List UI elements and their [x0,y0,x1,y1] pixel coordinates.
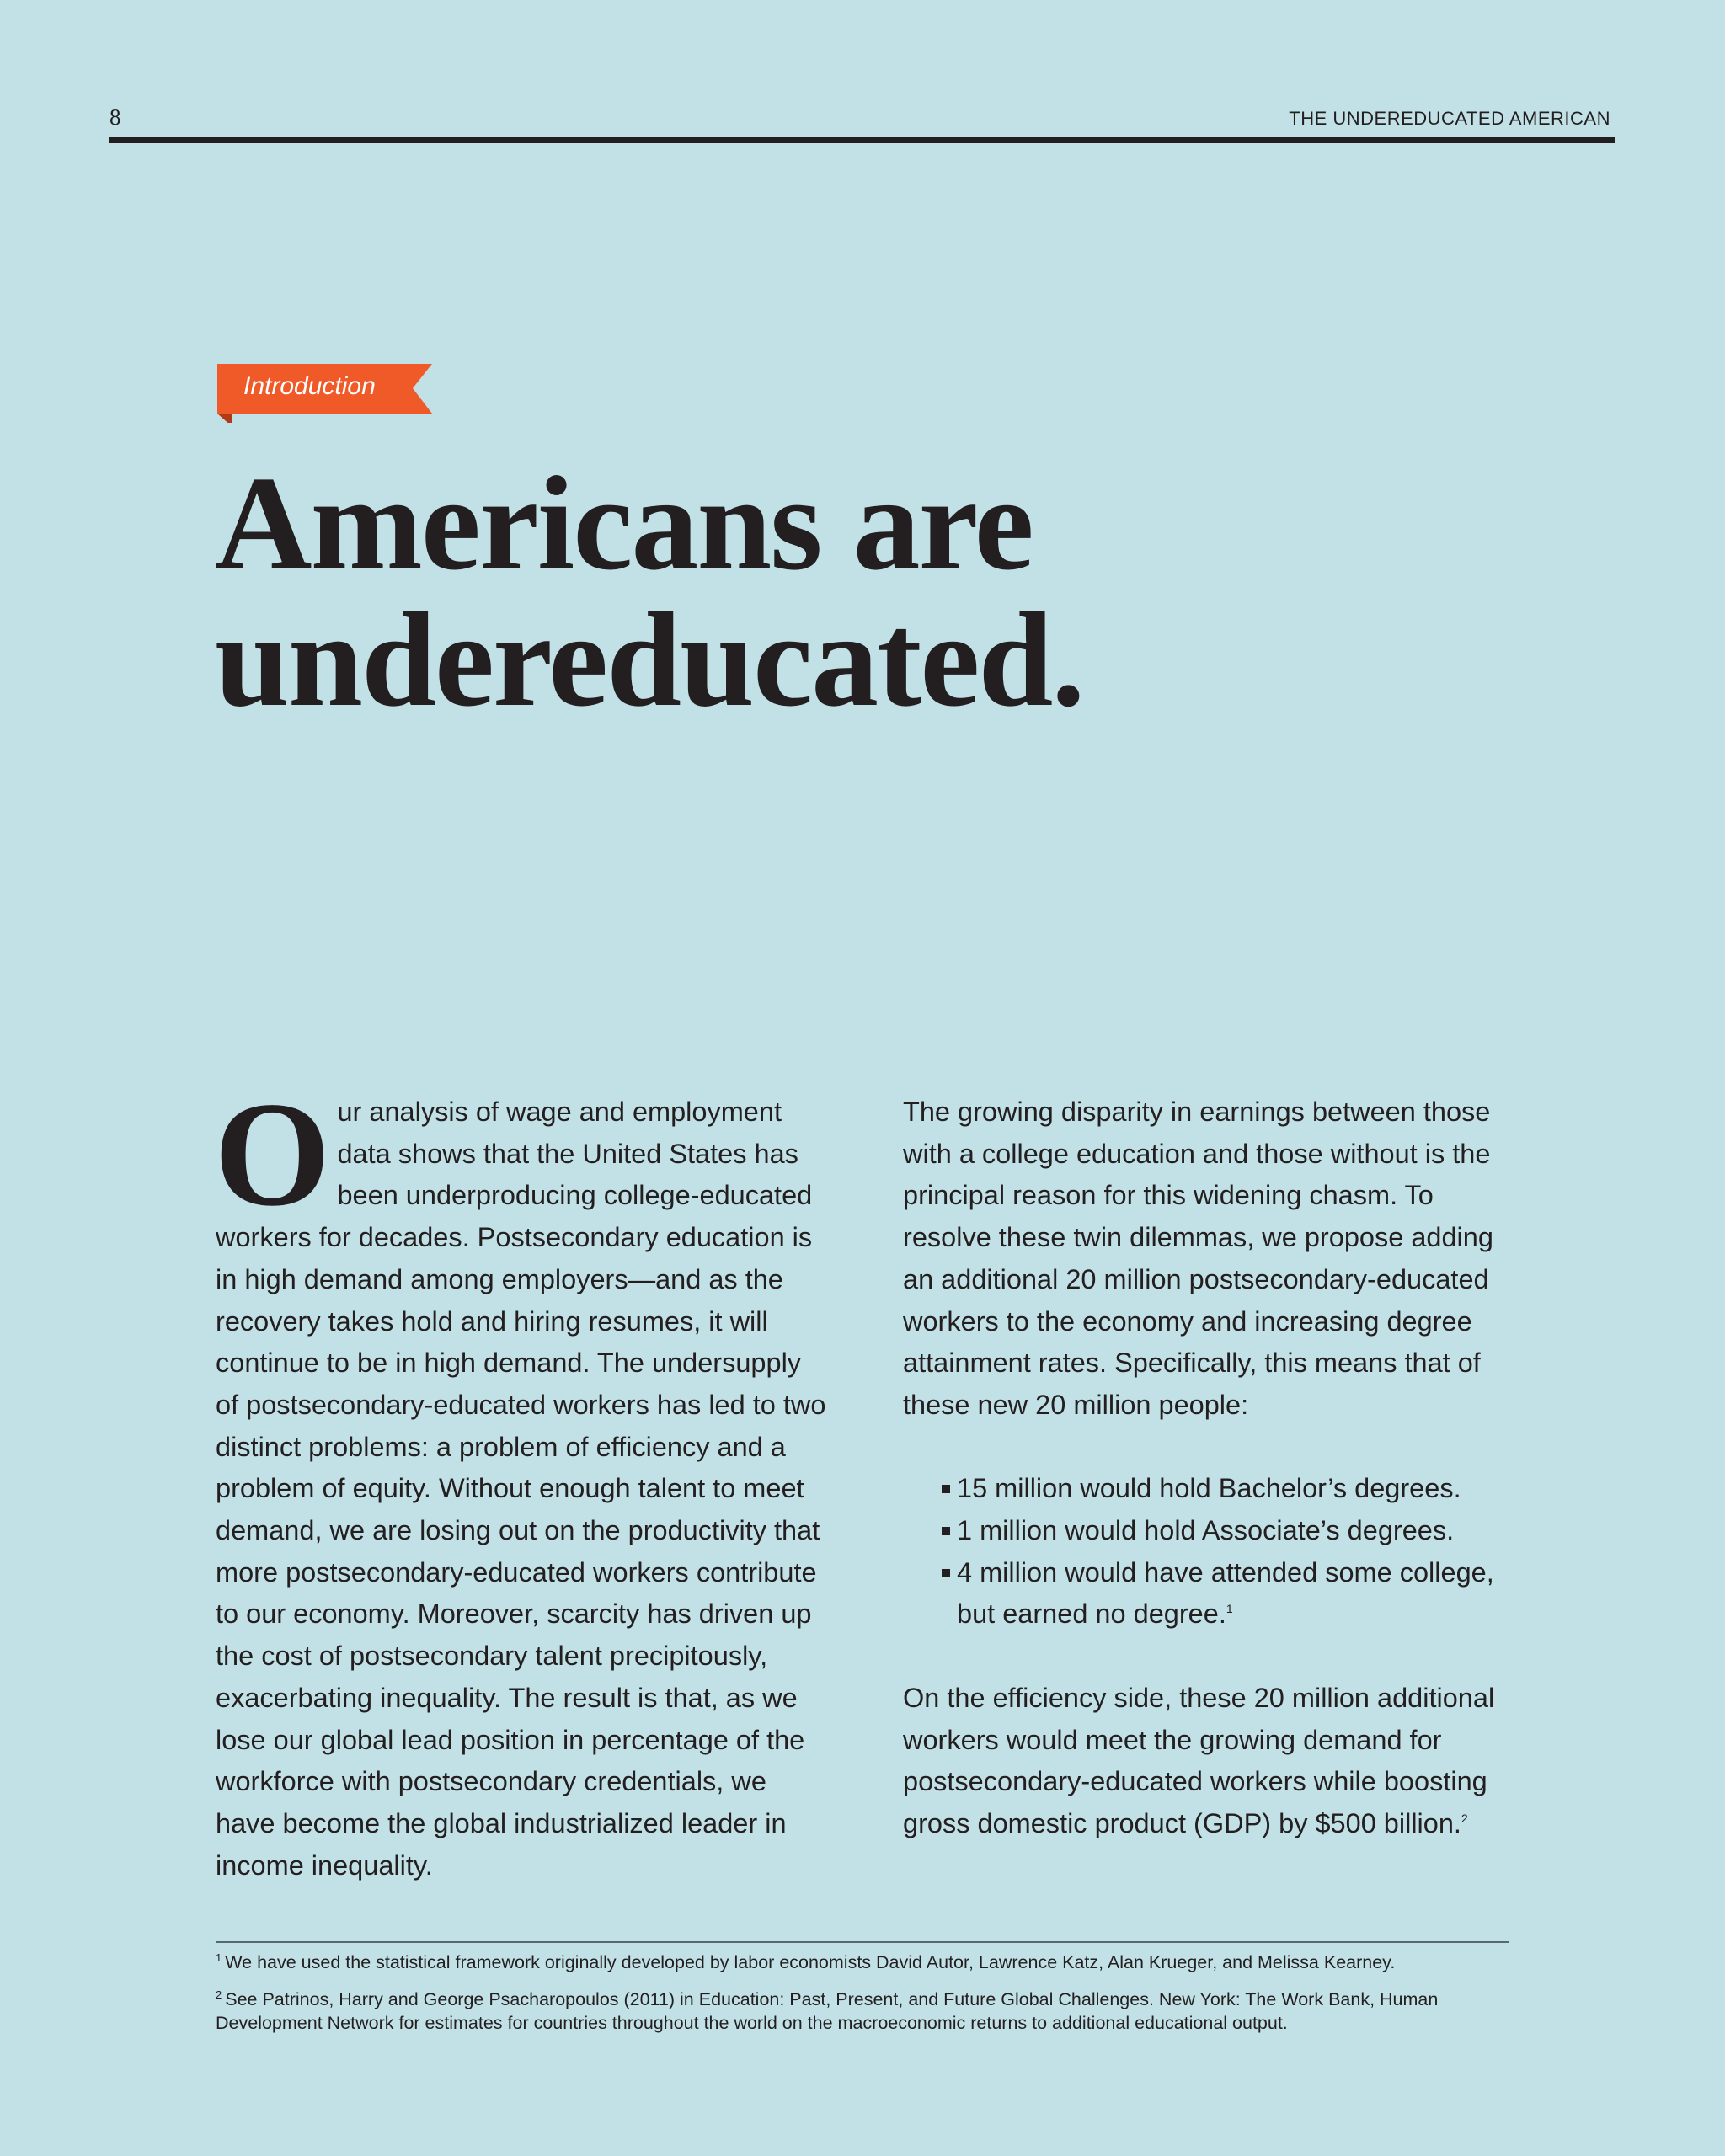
footnote-text: We have used the statistical framework originally developed by labor economists David Autor, Lawrence Katz, Alan Krueger, and Melissa Kearney. [225,1952,1396,1972]
page-number: 8 [109,104,121,130]
drop-cap: O [214,1070,331,1237]
list-item-text: 1 million would hold Associate’s degrees. [957,1515,1455,1546]
running-title: THE UNDEREDUCATED AMERICAN [1289,108,1610,129]
header-rule [109,137,1615,143]
bullet-icon [942,1527,950,1535]
footnote-ref-1[interactable]: 1 [1226,1602,1233,1616]
page-title-line1: Americans are [215,448,1033,598]
efficiency-paragraph [903,1678,1526,1845]
footnote-rule [216,1941,1509,1943]
page-title-line2: undereducated. [215,584,1084,734]
list-item [942,1510,1526,1552]
intro-paragraph [214,1070,830,1886]
proposal-paragraph: The growing disparity in earnings between those with a college education and those without is the principal reason for this widening chasm. To resolve these twin dilemmas, we propose adding an additional 20 million postsecondary-educated workers to the economy and increasing degree attainment rates. Specifically, this means that of these new 20 million people: [903,1097,1493,1420]
footnote-ref-2[interactable]: 2 [1461,1811,1468,1825]
bullet-icon [942,1485,950,1493]
section-tag [217,364,432,414]
list-item-text: 4 million would have attended some college, but earned no degree. [957,1556,1494,1630]
list-item [942,1468,1526,1510]
bullet-icon [942,1569,950,1577]
footnote-marker: 2 [216,1988,222,2001]
degree-breakdown-list [903,1468,1526,1636]
list-item-text: 15 million would hold Bachelor’s degrees. [957,1473,1461,1504]
footnote-marker: 1 [216,1951,222,1964]
page-title [215,448,1478,734]
footnote-text: See Patrinos, Harry and George Psacharopoulos (2011) in Education: Past, Present, and Future Global Challenges. New York: The Work Bank, Human Development Network for estimates for countries throughout the world on the macroeconomic returns to additional educational output. [216,1989,1439,2033]
intro-paragraph-text: ur analysis of wage and employment data shows that the United States has been underproducing college-educated workers for decades. Postsecondary education is in high demand among employers—and as the recovery takes hold and hiring resumes, it will continue to be in high demand. The undersupply of postsecondary-educated workers has led to two distinct problems: a problem of efficiency and a problem of equity. Without enough talent to meet demand, we are losing out on the productivity that more postsecondary-educated workers contribute to our economy. Moreover, scarcity has driven up the cost of postsecondary talent precipitously, exacerbating inequality. The result is that, as we lose our global lead position in percentage of the workforce with postsecondary credentials, we have become the global industrialized leader in income inequality. [216,1097,826,1881]
right-column [903,1091,1526,1845]
efficiency-paragraph-text: On the efficiency side, these 20 million additional workers would meet the growing demand for postsecondary-educated workers while boosting gross domestic product (GDP) by $500 billion. [903,1682,1495,1838]
footnote [216,1951,1530,1974]
footnote [216,1988,1530,2035]
section-tag-label: Introduction [243,372,376,400]
footnotes [216,1951,1530,2048]
list-item [942,1552,1526,1636]
left-column [214,1070,830,1886]
